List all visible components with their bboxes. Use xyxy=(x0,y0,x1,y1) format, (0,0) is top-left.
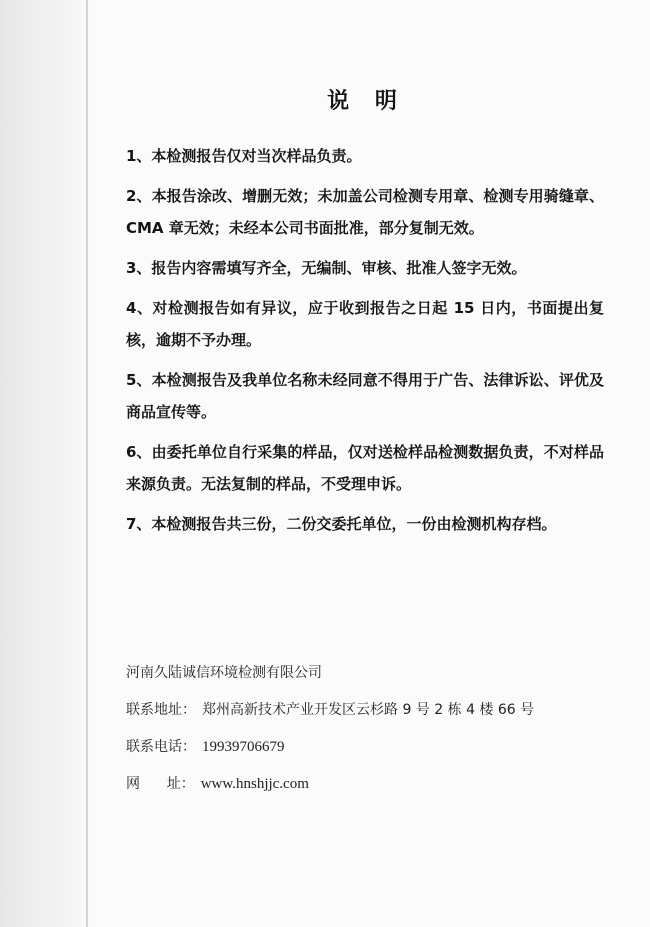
company-info xyxy=(126,660,606,808)
website-line xyxy=(126,771,606,797)
phone-line xyxy=(126,734,606,760)
website-label: 网 址： xyxy=(126,776,195,792)
binding-line xyxy=(86,0,88,927)
note-item-1: 1、本检测报告仅对当次样品负责。 xyxy=(126,147,362,165)
note-item-4: 4、对检测报告如有异议，应于收到报告之日起 15 日内，书面提出复核，逾期不予办理。 xyxy=(126,299,604,349)
note-item-7: 7、本检测报告共三份，二份交委托单位，一份由检测机构存档。 xyxy=(126,515,557,533)
notes-list xyxy=(126,140,604,548)
note-item-3: 3、报告内容需填写齐全，无编制、审核、批准人签字无效。 xyxy=(126,259,527,277)
company-name-line xyxy=(126,660,606,686)
address-label: 联系地址： xyxy=(126,702,196,718)
page-title: 说 明 xyxy=(327,89,399,114)
note-item-5: 5、本检测报告及我单位名称未经同意不得用于广告、法律诉讼、评优及商品宣传等。 xyxy=(126,371,604,421)
company-name: 河南久陆诚信环境检测有限公司 xyxy=(126,665,322,681)
phone-label: 联系电话： xyxy=(126,739,196,755)
address-line xyxy=(126,697,606,723)
page-binding-edge xyxy=(0,0,92,927)
phone-value: 19939706679 xyxy=(202,739,285,755)
address-value: 郑州高新技术产业开发区云杉路 9 号 2 栋 4 楼 66 号 xyxy=(202,702,535,718)
website-value: www.hnshjjc.com xyxy=(200,776,309,792)
note-item-2: 2、本报告涂改、增删无效；未加盖公司检测专用章、检测专用骑缝章、CMA 章无效；未经本公司书面批准，部分复制无效。 xyxy=(126,187,604,237)
note-item-6: 6、由委托单位自行采集的样品，仅对送检样品检测数据负责，不对样品来源负责。无法复制的样品，不受理申诉。 xyxy=(126,443,604,493)
